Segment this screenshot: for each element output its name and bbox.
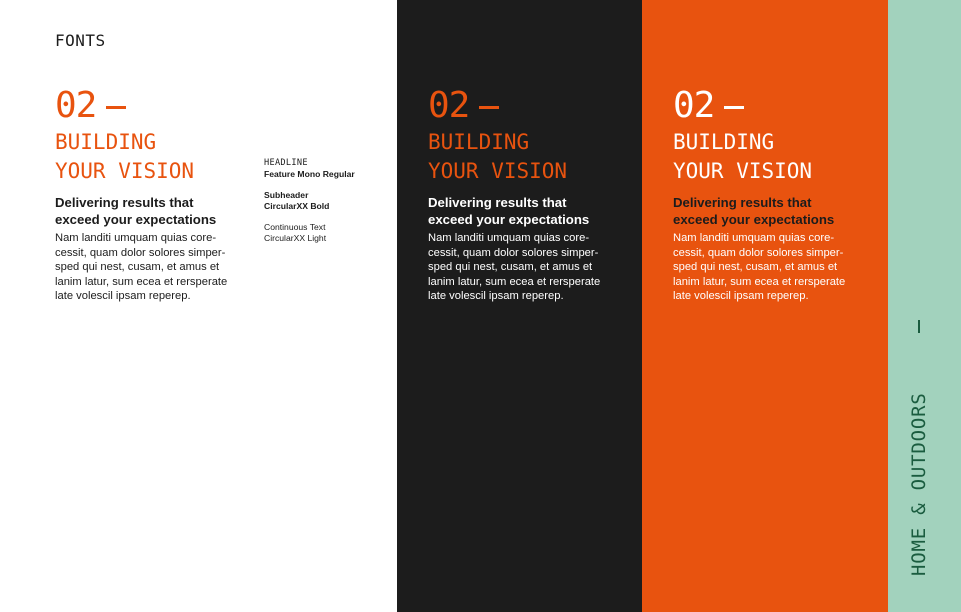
spec-value: CircularXX Light	[264, 233, 327, 243]
side-title: HOME & OUTDOORS	[908, 392, 930, 576]
body-text	[428, 231, 628, 304]
spec-label: HEADLINE	[264, 158, 308, 168]
headline-line: BUILDING	[55, 130, 157, 154]
section-number	[673, 86, 873, 126]
spec-label: Continuous Text	[264, 222, 326, 232]
headline-line: YOUR VISION	[55, 159, 195, 183]
section-number-text: 02	[673, 85, 715, 126]
body-line: cessit, quam dolor solores simper-	[673, 246, 844, 259]
headline-line: BUILDING	[673, 130, 775, 154]
font-specs	[264, 158, 355, 254]
side-title-wrap	[904, 320, 934, 580]
type-sample-orange	[673, 86, 873, 304]
body-line: cessit, quam dolor solores simper-	[55, 246, 226, 259]
dash-decoration	[106, 106, 126, 109]
spec-label: Subheader	[264, 190, 309, 200]
body-line: lanim latur, sum ecea et rersperate	[55, 275, 228, 288]
subheader-line: exceed your expectations	[55, 212, 217, 227]
body-line: sped qui nest, cusam, et amus et	[673, 261, 838, 274]
headline-line: YOUR VISION	[673, 159, 813, 183]
page-title: FONTS	[55, 31, 106, 50]
subheader-line: exceed your expectations	[428, 212, 590, 227]
section-number-text: 02	[428, 85, 470, 126]
section-number	[55, 86, 255, 126]
body-line: lanim latur, sum ecea et rersperate	[673, 275, 846, 288]
subheader-line: Delivering results that	[673, 195, 812, 210]
body-line: late volescil ipsam reperep.	[673, 290, 809, 303]
headline-line: YOUR VISION	[428, 159, 568, 183]
subheader	[673, 194, 873, 228]
subheader-line: Delivering results that	[55, 195, 194, 210]
body-line: late volescil ipsam reperep.	[55, 290, 191, 303]
body-line: sped qui nest, cusam, et amus et	[55, 261, 220, 274]
dash-decoration	[724, 106, 744, 109]
subheader	[428, 194, 628, 228]
subheader	[55, 194, 255, 228]
body-line: lanim latur, sum ecea et rersperate	[428, 275, 601, 288]
headline	[673, 128, 873, 186]
spec-headline	[264, 158, 355, 180]
type-sample-dark	[428, 86, 628, 304]
body-line: late volescil ipsam reperep.	[428, 290, 564, 303]
headline	[55, 128, 255, 186]
headline-line: BUILDING	[428, 130, 530, 154]
body-text	[55, 231, 255, 304]
body-line: Nam landiti umquam quias core-	[55, 232, 217, 244]
spec-subheader	[264, 190, 355, 212]
body-line: cessit, quam dolor solores simper-	[428, 246, 599, 259]
section-number	[428, 86, 628, 126]
subheader-line: exceed your expectations	[673, 212, 835, 227]
headline	[428, 128, 628, 186]
side-rule	[918, 320, 920, 333]
body-line: Nam landiti umquam quias core-	[673, 232, 835, 244]
spec-continuous-text	[264, 222, 355, 244]
dash-decoration	[479, 106, 499, 109]
subheader-line: Delivering results that	[428, 195, 567, 210]
spec-value: CircularXX Bold	[264, 201, 330, 211]
body-line: sped qui nest, cusam, et amus et	[428, 261, 593, 274]
body-text	[673, 231, 873, 304]
section-number-text: 02	[55, 85, 97, 126]
body-line: Nam landiti umquam quias core-	[428, 232, 590, 244]
spec-value: Feature Mono Regular	[264, 169, 355, 179]
type-sample-light	[55, 86, 255, 304]
